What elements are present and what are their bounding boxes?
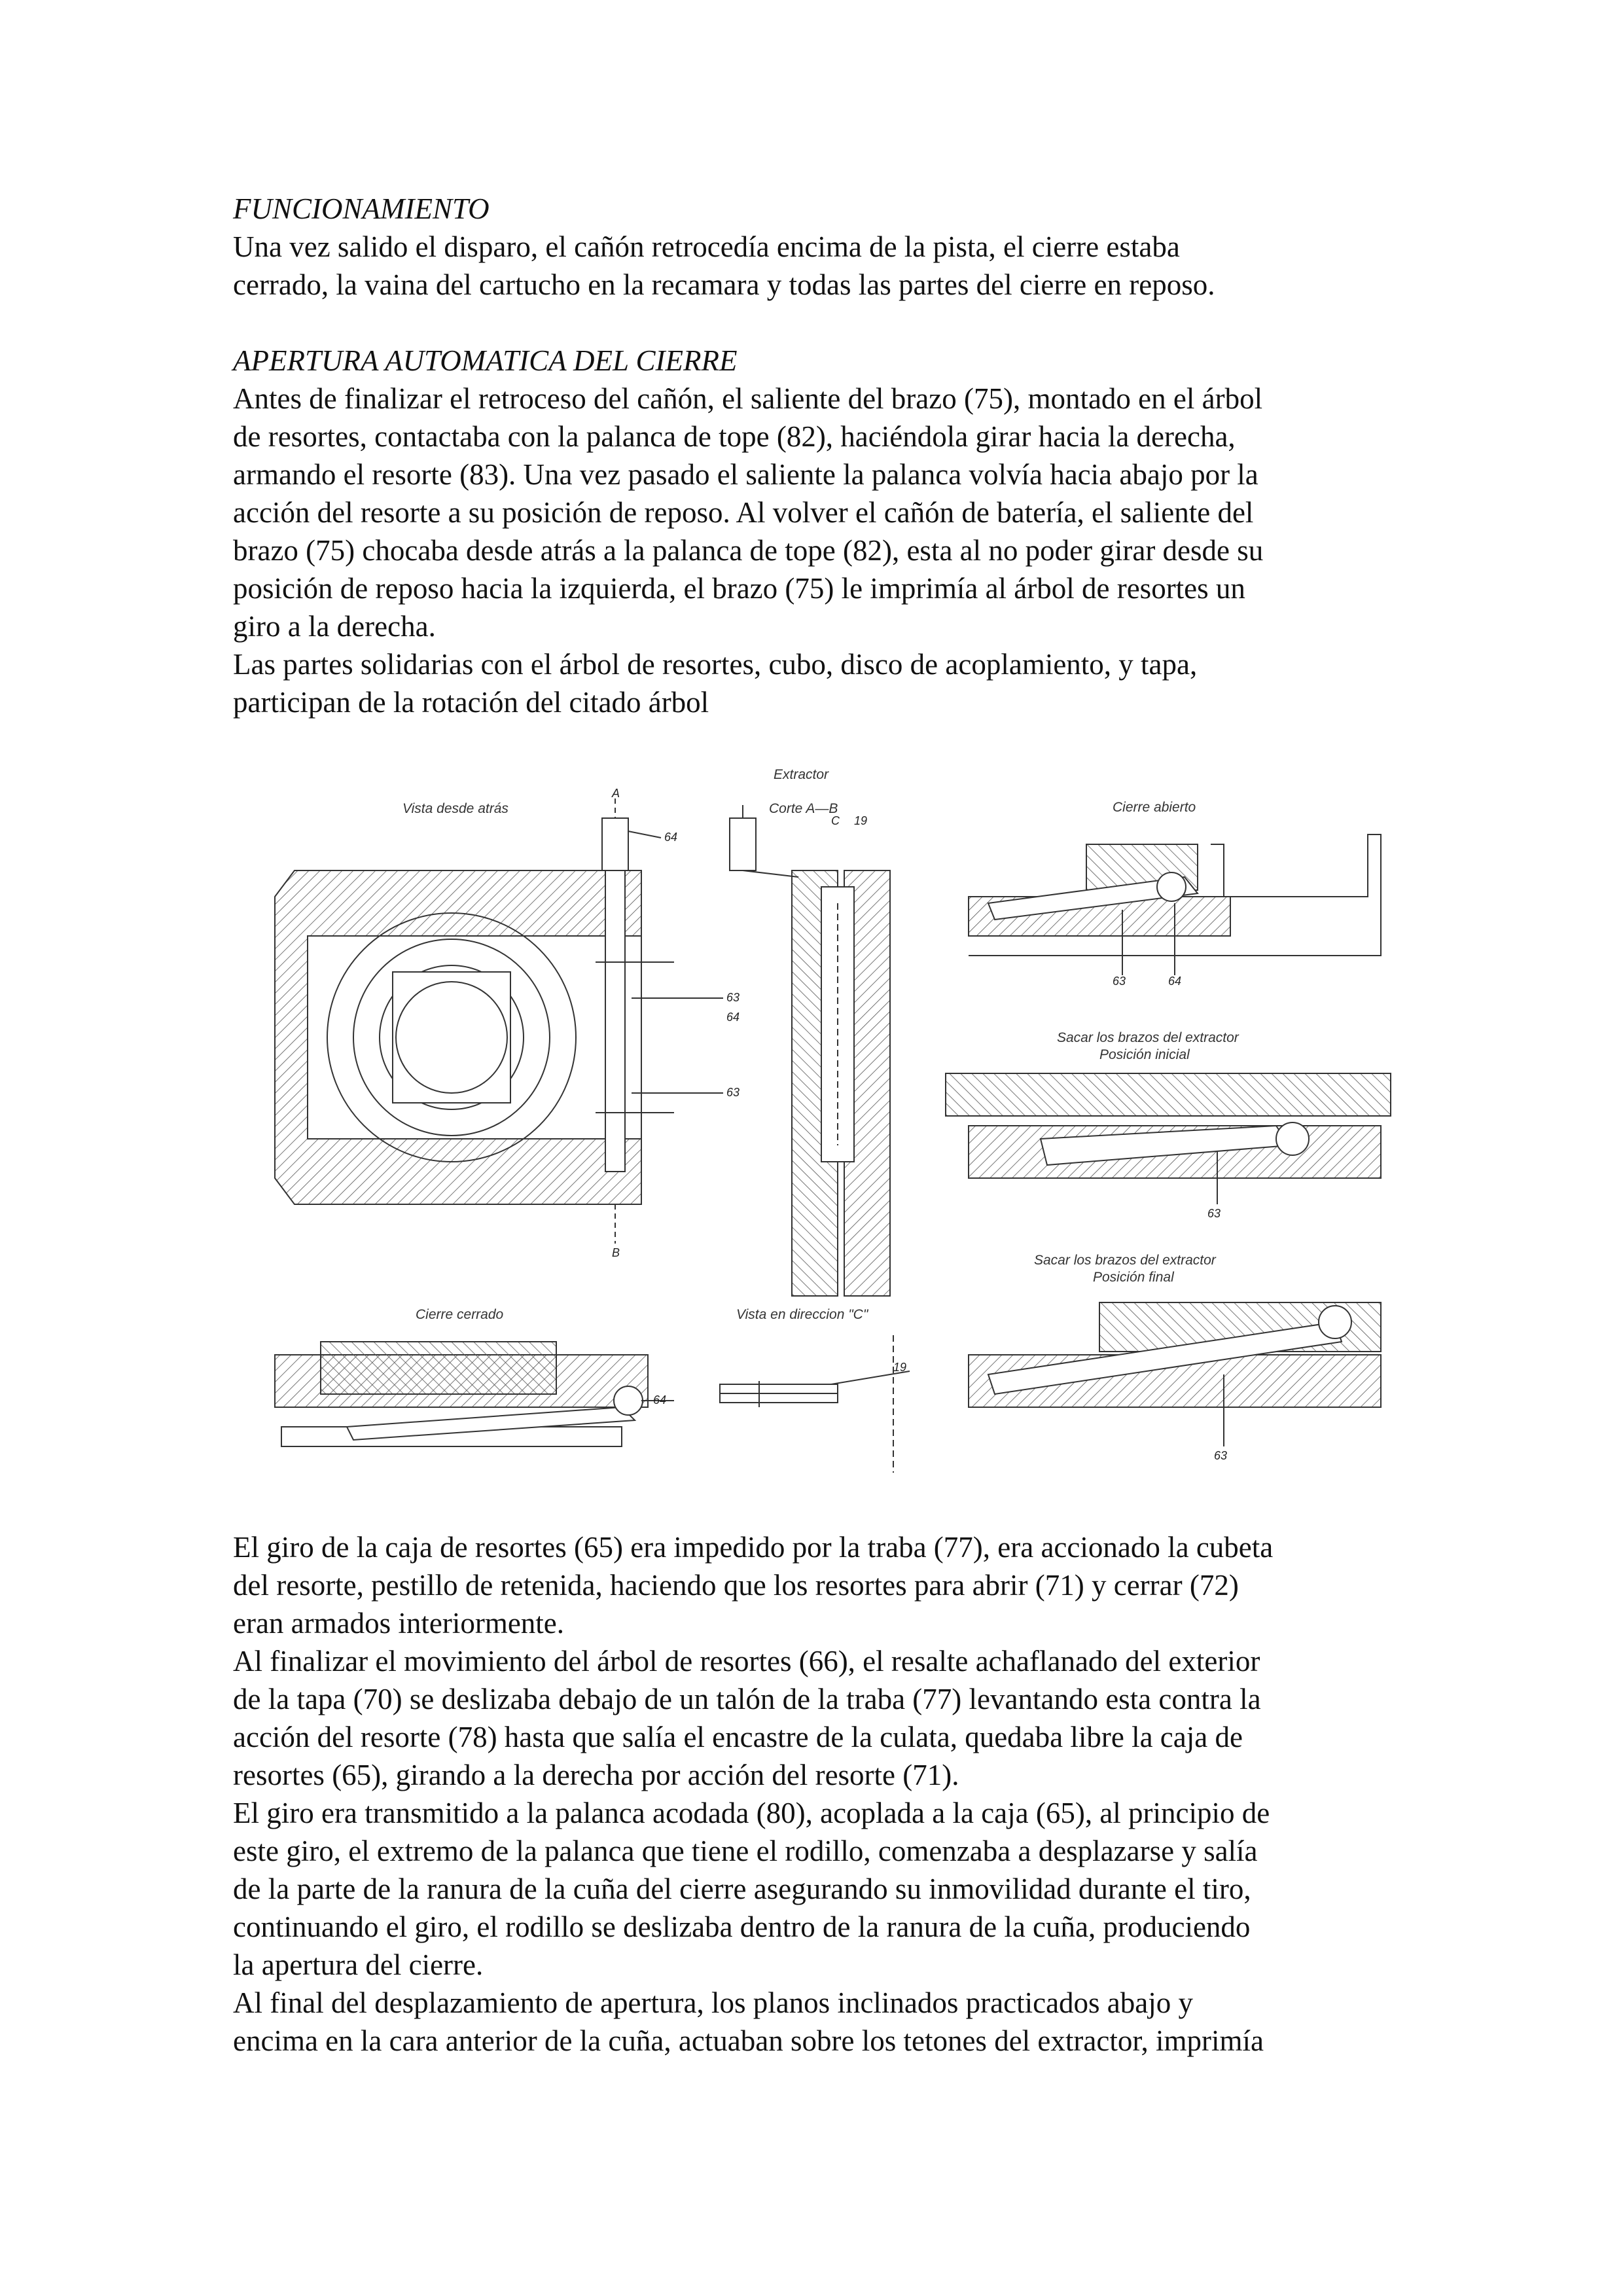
heading-apertura: APERTURA AUTOMATICA DEL CIERRE	[233, 344, 738, 377]
label-19: 19	[854, 814, 868, 827]
top-text-block	[233, 190, 1411, 721]
rear-view-drawing	[275, 798, 723, 1244]
caption-extractor: Extractor	[774, 767, 829, 782]
closed-breech-drawing	[275, 1342, 674, 1446]
caption-sacar-inicial-1: Sacar los brazos del extractor	[1057, 1030, 1239, 1045]
line: encima en la cara anterior de la cuña, actuaban sobre los tetones del extractor, imprimía	[233, 2024, 1264, 2057]
final-position-drawing	[969, 1302, 1381, 1446]
caption-vista-c: Vista en direccion "C"	[736, 1307, 868, 1322]
label-64: 64	[1168, 975, 1182, 988]
label-63: 63	[1113, 975, 1126, 988]
label-64: 64	[653, 1393, 667, 1407]
line: resortes (65), girando a la derecha por acción del resorte (71).	[233, 1759, 959, 1791]
label-64: 64	[726, 1011, 740, 1024]
label-a: A	[612, 787, 620, 800]
line: posición de reposo hacia la izquierda, el brazo (75) le imprimía al árbol de resortes un	[233, 572, 1245, 605]
label-63: 63	[1214, 1449, 1228, 1462]
line: de la tapa (70) se deslizaba debajo de un talón de la traba (77) levantando esta contra la	[233, 1683, 1261, 1715]
line: Las partes solidarias con el árbol de resortes, cubo, disco de acoplamiento, y tapa,	[233, 648, 1198, 681]
line: participan de la rotación del citado árbol	[233, 686, 709, 719]
line: continuando el giro, el rodillo se deslizaba dentro de la ranura de la cuña, produciendo	[233, 1910, 1251, 1943]
caption-sacar-final-1: Sacar los brazos del extractor	[1034, 1253, 1216, 1268]
caption-sacar-final-2: Posición final	[1093, 1270, 1174, 1285]
line: El giro era transmitido a la palanca acodada (80), acoplada a la caja (65), al principio de	[233, 1797, 1270, 1829]
line: de la parte de la ranura de la cuña del cierre asegurando su inmovilidad durante el tiro,	[233, 1873, 1251, 1905]
label-64: 64	[664, 831, 678, 844]
caption-sacar-inicial-2: Posición inicial	[1099, 1047, 1190, 1062]
line: de resortes, contactaba con la palanca de tope (82), haciéndola girar hacia la derecha,	[233, 420, 1236, 453]
line: brazo (75) chocaba desde atrás a la palanca de tope (82), esta al no poder girar desde su	[233, 534, 1264, 567]
bottom-text-block	[233, 1528, 1411, 2060]
caption-corte: Corte A—B	[769, 801, 838, 816]
line: Antes de finalizar el retroceso del cañón, el saliente del brazo (75), montado en el árbol	[233, 382, 1263, 415]
line: Al final del desplazamiento de apertura, los planos inclinados practicados abajo y	[233, 1986, 1194, 2019]
line: acción del resorte (78) hasta que salía el encastre de la culata, quedaba libre la caja de	[233, 1721, 1243, 1753]
caption-cierre-cerrado: Cierre cerrado	[416, 1307, 504, 1322]
view-c-drawing	[720, 1335, 910, 1473]
initial-position-drawing	[946, 1073, 1391, 1204]
open-breech-drawing	[969, 834, 1381, 975]
line: la apertura del cierre.	[233, 1948, 484, 1981]
line: armando el resorte (83). Una vez pasado el saliente la palanca volvía hacia abajo por la	[233, 458, 1258, 491]
line: eran armados interiormente.	[233, 1607, 565, 1640]
line: Una vez salido el disparo, el cañón retrocedía encima de la pista, el cierre estaba	[233, 230, 1180, 263]
line: del resorte, pestillo de retenida, haciendo que los resortes para abrir (71) y cerrar (72)	[233, 1569, 1239, 1602]
label-b: B	[612, 1246, 620, 1259]
caption-vista-atras: Vista desde atrás	[402, 801, 508, 816]
label-19: 19	[893, 1361, 907, 1374]
technical-drawing	[255, 746, 1394, 1499]
line: este giro, el extremo de la palanca que tiene el rodillo, comenzaba a desplazarse y salía	[233, 1835, 1258, 1867]
line: giro a la derecha.	[233, 610, 436, 643]
line: Al finalizar el movimiento del árbol de resortes (66), el resalte achaflanado del exterior	[233, 1645, 1260, 1677]
section-ab-drawing	[730, 805, 890, 1296]
heading-funcionamiento: FUNCIONAMIENTO	[233, 192, 490, 225]
line: acción del resorte a su posición de reposo. Al volver el cañón de batería, el saliente del	[233, 496, 1254, 529]
label-63: 63	[726, 1086, 740, 1099]
caption-cierre-abierto: Cierre abierto	[1113, 800, 1196, 815]
line: cerrado, la vaina del cartucho en la recamara y todas las partes del cierre en reposo.	[233, 268, 1215, 301]
label-63: 63	[1207, 1207, 1221, 1220]
label-63: 63	[726, 991, 740, 1004]
line: El giro de la caja de resortes (65) era impedido por la traba (77), era accionado la cubeta	[233, 1531, 1274, 1564]
label-c: C	[831, 814, 840, 827]
